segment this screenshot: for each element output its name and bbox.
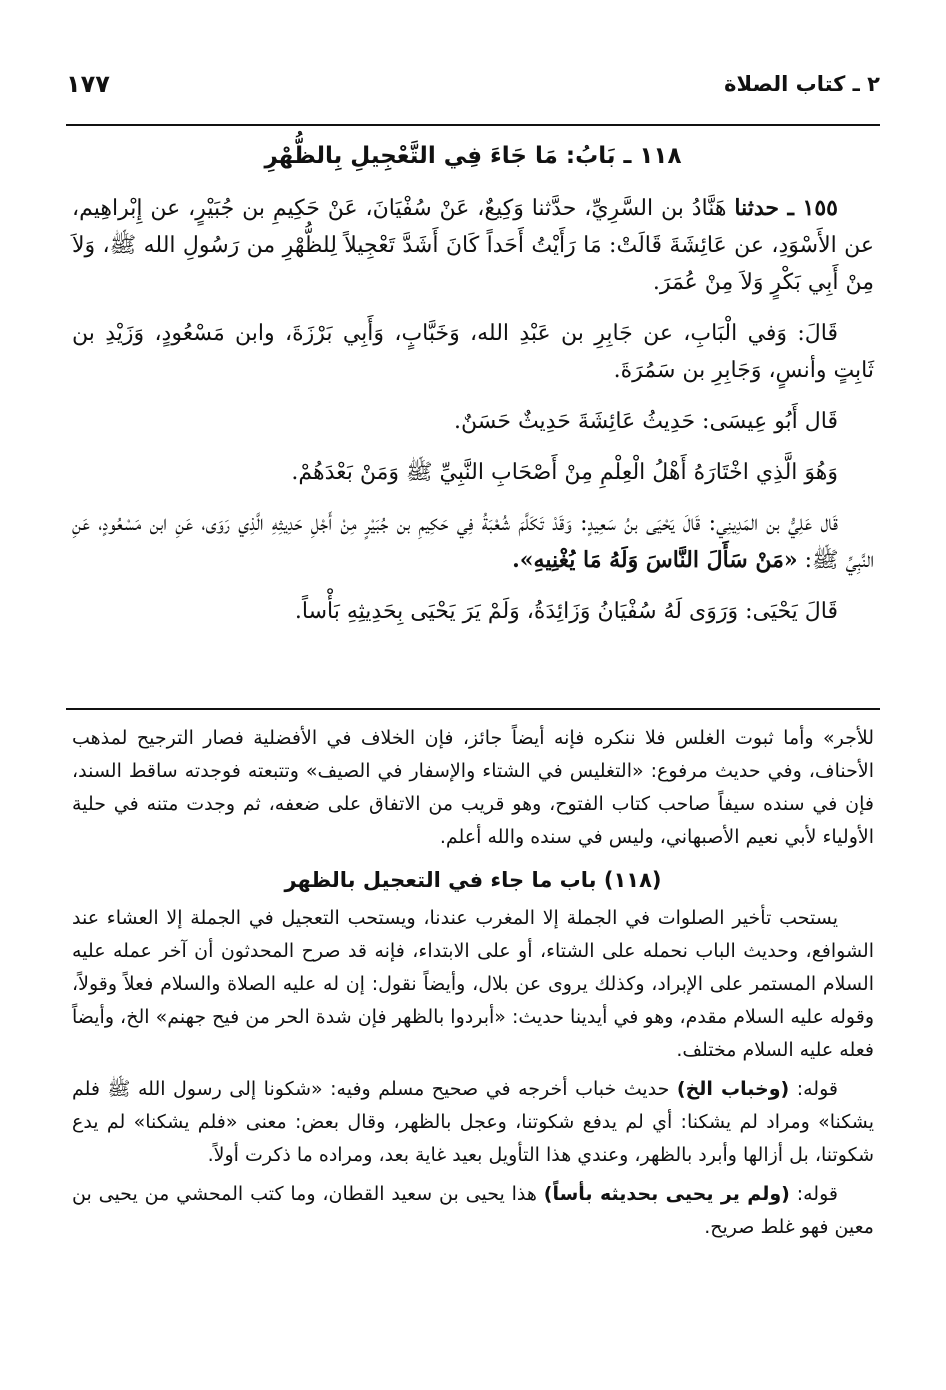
commentary-keyword-4: (ولم ير يحيى بحديثه بأساً) <box>543 1183 790 1205</box>
commentary-body-3: حديث خباب أخرجه في صحيح مسلم وفيه: «شكونا إلى رسول الله ﷺ فلم يشكنا» ومراد لم يشكنا: أي لم يدفع شكوتنا، وعجل بالظهر، وقال بعض: معنى «فلم يشكنا» لم يدع شكوتنا، بل أزالها وأبرد بالظهر، وعندي هذا التأويل بعيد غاية بعد، ومراده ما ذكرت أولاً. <box>72 1078 874 1166</box>
ali-madini-paragraph <box>72 505 874 579</box>
commentary-paragraph-2: يستحب تأخير الصلوات في الجملة إلا المغرب عندنا، ويستحب التعجيل في الجملة إلا العشاء عند الشوافع، وحديث الباب نحمله على الشتاء، أو على الابتداء، فإنه قد صرح المحدثون أن آخر عمله عليه السلام المستمر على الإبراد، وكذلك يروى عن بلال، وأيضاً نقول: إن له عليه الصلاة والسلام فعلاً وقولاً، وقوله عليه السلام مقدم، وهو في أيدينا حديث: «أبردوا بالظهر فإن شدة الحر من فيح جهنم» الخ، وأيضاً فعله عليه السلام مختلف. <box>72 907 874 1061</box>
commentary-lead-4: قوله: <box>789 1183 838 1205</box>
commentary-body-4: هذا يحيى بن سعيد القطان، وما كتب المحشي من يحيى بن معين فهو غلط صريح. <box>72 1183 874 1238</box>
page-header <box>66 68 880 112</box>
page-number: ١٧٧ <box>66 70 110 98</box>
commentary-lead-3: قوله: <box>789 1078 838 1100</box>
main-text <box>72 136 874 644</box>
chapter-title: ٢ ـ كتاب الصلاة <box>724 72 880 96</box>
commentary-text <box>72 722 874 1250</box>
ali-madini-text: قَال عَلِيُّ بن المَدِينِي: قَالَ يَحْيَى بنُ سَعِيدٍ: وَقَدْ تَكَلَّمَ شُعْبَةُ فِي حَكِيمِ بن جُبَيْرٍ مِنْ أَجْلِ حَدِيثِهِ الَّذِي رَوَى، عَنِ ابن مَسْعُودٍ، عَنِ النَّبِيِّ ﷺ: <box>72 511 874 573</box>
yahya-paragraph: قَالَ يَحْيَى: وَرَوَى لَهُ سُفْيَانُ وَزَائِدَةُ، وَلَمْ يَرَ يَحْيَى بِحَدِيثِهِ بَأْساً. <box>294 599 838 624</box>
header-rule <box>66 124 880 126</box>
footnote-separator <box>66 708 880 710</box>
hadith-quote: «مَنْ سَأَلَ النَّاسَ وَلَهُ مَا يُغْنِيهِ». <box>512 547 798 573</box>
commentary-paragraph-1: للأجر» وأما ثبوت الغلس فلا ننكره فإنه أيضاً جائز، فإن الخلاف في الأفضلية فصار الترجيح لمذهب الأحناف، وفي حديث مرفوع: «التغليس في الشتاء والإسفار في الصيف» وتتبعته فوجدته ساقط السند، فإن في سنده سيفاً صاحب كتاب الفتوح، وهو قريب من الاتفاق على ضعفه، ثم وجدت متنه في حلية الأولياء لأبي نعيم الأصبهاني، وليس في سنده والله أعلم. <box>72 727 874 848</box>
abu-isa-paragraph: قَال أَبُو عِيسَى: حَدِيثُ عَائِشَةَ حَدِيثٌ حَسَنٌ. <box>454 409 838 434</box>
hadith-paragraph <box>72 190 874 301</box>
commentary-keyword-3: (وخباب الخ) <box>676 1078 790 1100</box>
commentary-heading: (١١٨) باب ما جاء في التعجيل بالظهر <box>284 868 662 892</box>
hadith-number: ١٥٥ ـ حدثنا <box>734 195 838 221</box>
bab-paragraph: قَالَ: وَفي الْبَابِ، عن جَابِرِ بن عَبْدِ الله، وَخَبَّابٍ، وَأَبِي بَرْزَةَ، وابن مَسْعُودٍ، وَزَيْدِ بن ثَابِتٍ وأنسٍ، وَجَابِرِ بن سَمُرَةَ. <box>72 321 874 383</box>
chapter-heading: ١١٨ ـ بَابُ: مَا جَاءَ فِي التَّعْجِيلِ بِالظُّهْرِ <box>264 143 682 169</box>
hadith-text: هَنَّادُ بن السَّرِيِّ، حدَّثنا وَكِيعٌ، عَنْ سُفْيَانَ، عَنْ حَكِيمِ بن جُبَيْرٍ، عن إِبْراهِيم، عن الأَسْوَدِ، عن عَائِشَةَ قَالَتْ: مَا رَأَيْتُ أَحَداً كَانَ أَشَدَّ تَعْجِيلاً لِلظُّهْرِ من رَسُولِ الله ﷺ، وَلاَ مِنْ أَبِي بَكْرٍ وَلاَ مِنْ عُمَرَ. <box>72 196 874 295</box>
ahl-ilm-paragraph: وَهُوَ الَّذِي اخْتَارَهُ أَهْلُ الْعِلْمِ مِنْ أَصْحَابِ النَّبِيِّ ﷺ وَمَنْ بَعْدَهُمْ. <box>291 460 838 485</box>
commentary-paragraph-3 <box>72 1073 874 1172</box>
commentary-paragraph-4 <box>72 1178 874 1244</box>
